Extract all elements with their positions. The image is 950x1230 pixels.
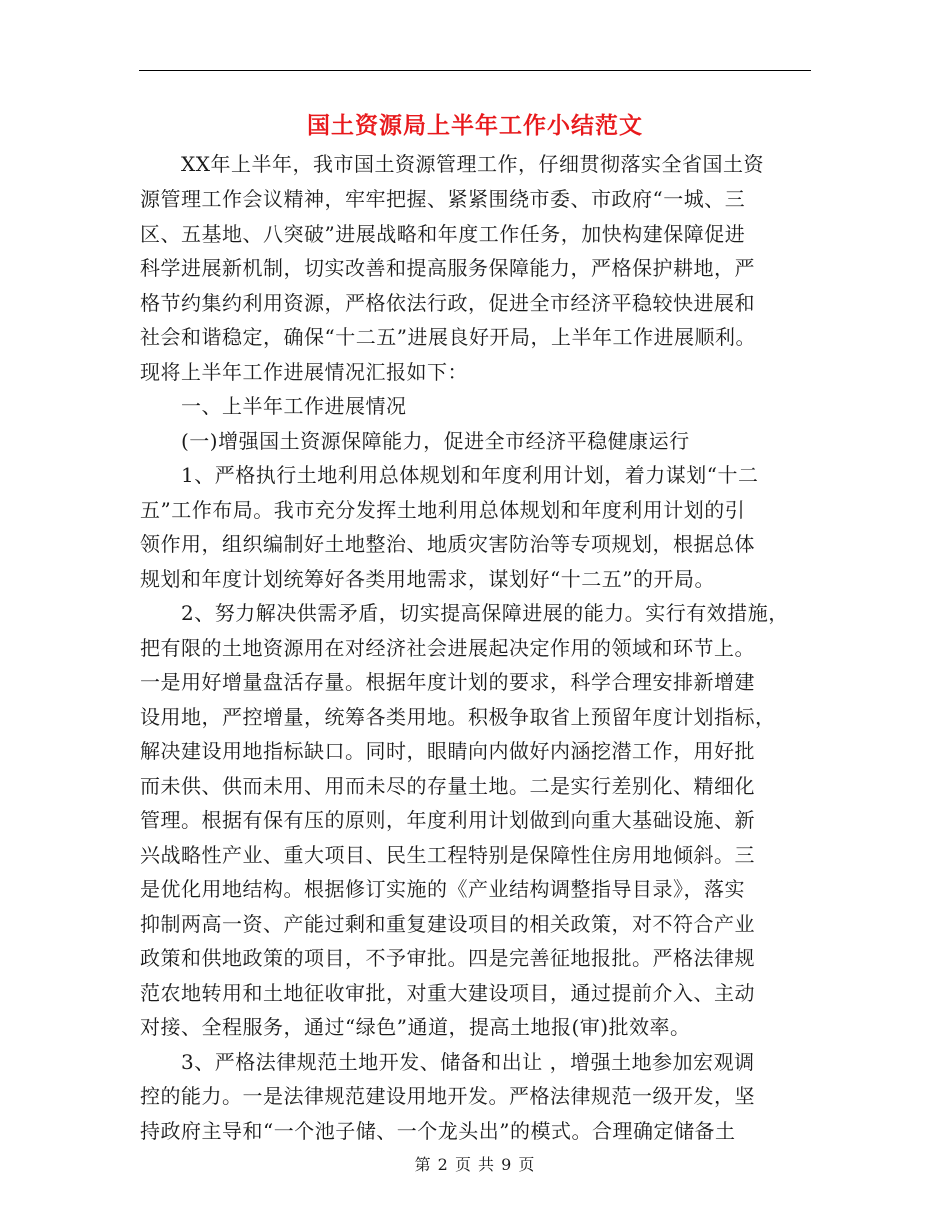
paragraph-line: 设用地，严控增量，统筹各类用地。积极争取省上预留年度计划指标，	[140, 705, 776, 729]
paragraph-line: 科学进展新机制，切实改善和提高服务保障能力，严格保护耕地，严	[140, 256, 755, 280]
paragraph-line: 1、严格执行土地利用总体规划和年度利用计划，着力谋划“十二	[140, 463, 759, 487]
paragraph-line: 规划和年度计划统筹好各类用地需求，谋划好“十二五”的开局。	[140, 567, 715, 591]
paragraph-line: 兴战略性产业、重大项目、民生工程特别是保障性住房用地倾斜。三	[140, 843, 755, 867]
paragraph-line: 领作用，组织编制好土地整治、地质灾害防治等专项规划，根据总体	[140, 532, 755, 556]
header-rule	[139, 70, 811, 71]
paragraph-line: 控的能力。一是法律规范建设用地开发。严格法律规范一级开发，坚	[140, 1084, 755, 1108]
paragraph-line: 区、五基地、八突破”进展战略和年度工作任务，加快构建保障促进	[140, 222, 746, 246]
subsection-heading: (一)增强国土资源保障能力，促进全市经济平稳健康运行	[140, 429, 690, 453]
paragraph-line: 对接、全程服务，通过“绿色”通道，提高土地报(审)批效率。	[140, 1015, 691, 1039]
paragraph-line: XX年上半年，我市国土资源管理工作，仔细贯彻落实全省国土资	[140, 152, 764, 176]
section-heading: 一、上半年工作进展情况	[140, 394, 407, 418]
paragraph-line: 一是用好增量盘活存量。根据年度计划的要求，科学合理安排新增建	[140, 670, 755, 694]
paragraph-line: 把有限的土地资源用在对经济社会进展起决定作用的领域和环节上。	[140, 636, 755, 660]
paragraph-line: 而未供、供而未用、用而未尽的存量土地。二是实行差别化、精细化	[140, 774, 755, 798]
paragraph-line: 源管理工作会议精神，牢牢把握、紧紧围绕市委、市政府“一城、三	[140, 187, 746, 211]
paragraph-line: 抑制两高一资、产能过剩和重复建设项目的相关政策，对不符合产业	[140, 912, 755, 936]
paragraph-line: 解决建设用地指标缺口。同时，眼睛向内做好内涵挖潜工作，用好批	[140, 739, 755, 763]
paragraph-line: 现将上半年工作进展情况汇报如下：	[140, 360, 468, 384]
paragraph-line: 2、努力解决供需矛盾，切实提高保障进展的能力。实行有效措施，	[140, 601, 789, 625]
paragraph-line: 范农地转用和土地征收审批，对重大建设项目，通过提前介入、主动	[140, 981, 755, 1005]
paragraph-line: 管理。根据有保有压的原则，年度利用计划做到向重大基础设施、新	[140, 808, 755, 832]
paragraph-line: 格节约集约利用资源，严格依法行政，促进全市经济平稳较快进展和	[140, 291, 755, 315]
page-number-footer: 第 2 页 共 9 页	[414, 1155, 536, 1174]
paragraph-line: 3、严格法律规范土地开发、储备和出让 ，增强土地参加宏观调	[140, 1050, 755, 1074]
paragraph-line: 政策和供地政策的项目，不予审批。四是完善征地报批。严格法律规	[140, 946, 755, 970]
document-title: 国土资源局上半年工作小结范文	[307, 112, 643, 139]
paragraph-line: 社会和谐稳定，确保“十二五”进展良好开局，上半年工作进展顺利。	[140, 325, 756, 349]
paragraph-line: 是优化用地结构。根据修订实施的《产业结构调整指导目录》，落实	[140, 877, 745, 901]
paragraph-line: 五”工作布局。我市充分发挥土地利用总体规划和年度利用计划的引	[140, 498, 746, 522]
paragraph-line: 持政府主导和“一个池子储、一个龙头出”的模式。合理确定储备土	[140, 1119, 736, 1143]
